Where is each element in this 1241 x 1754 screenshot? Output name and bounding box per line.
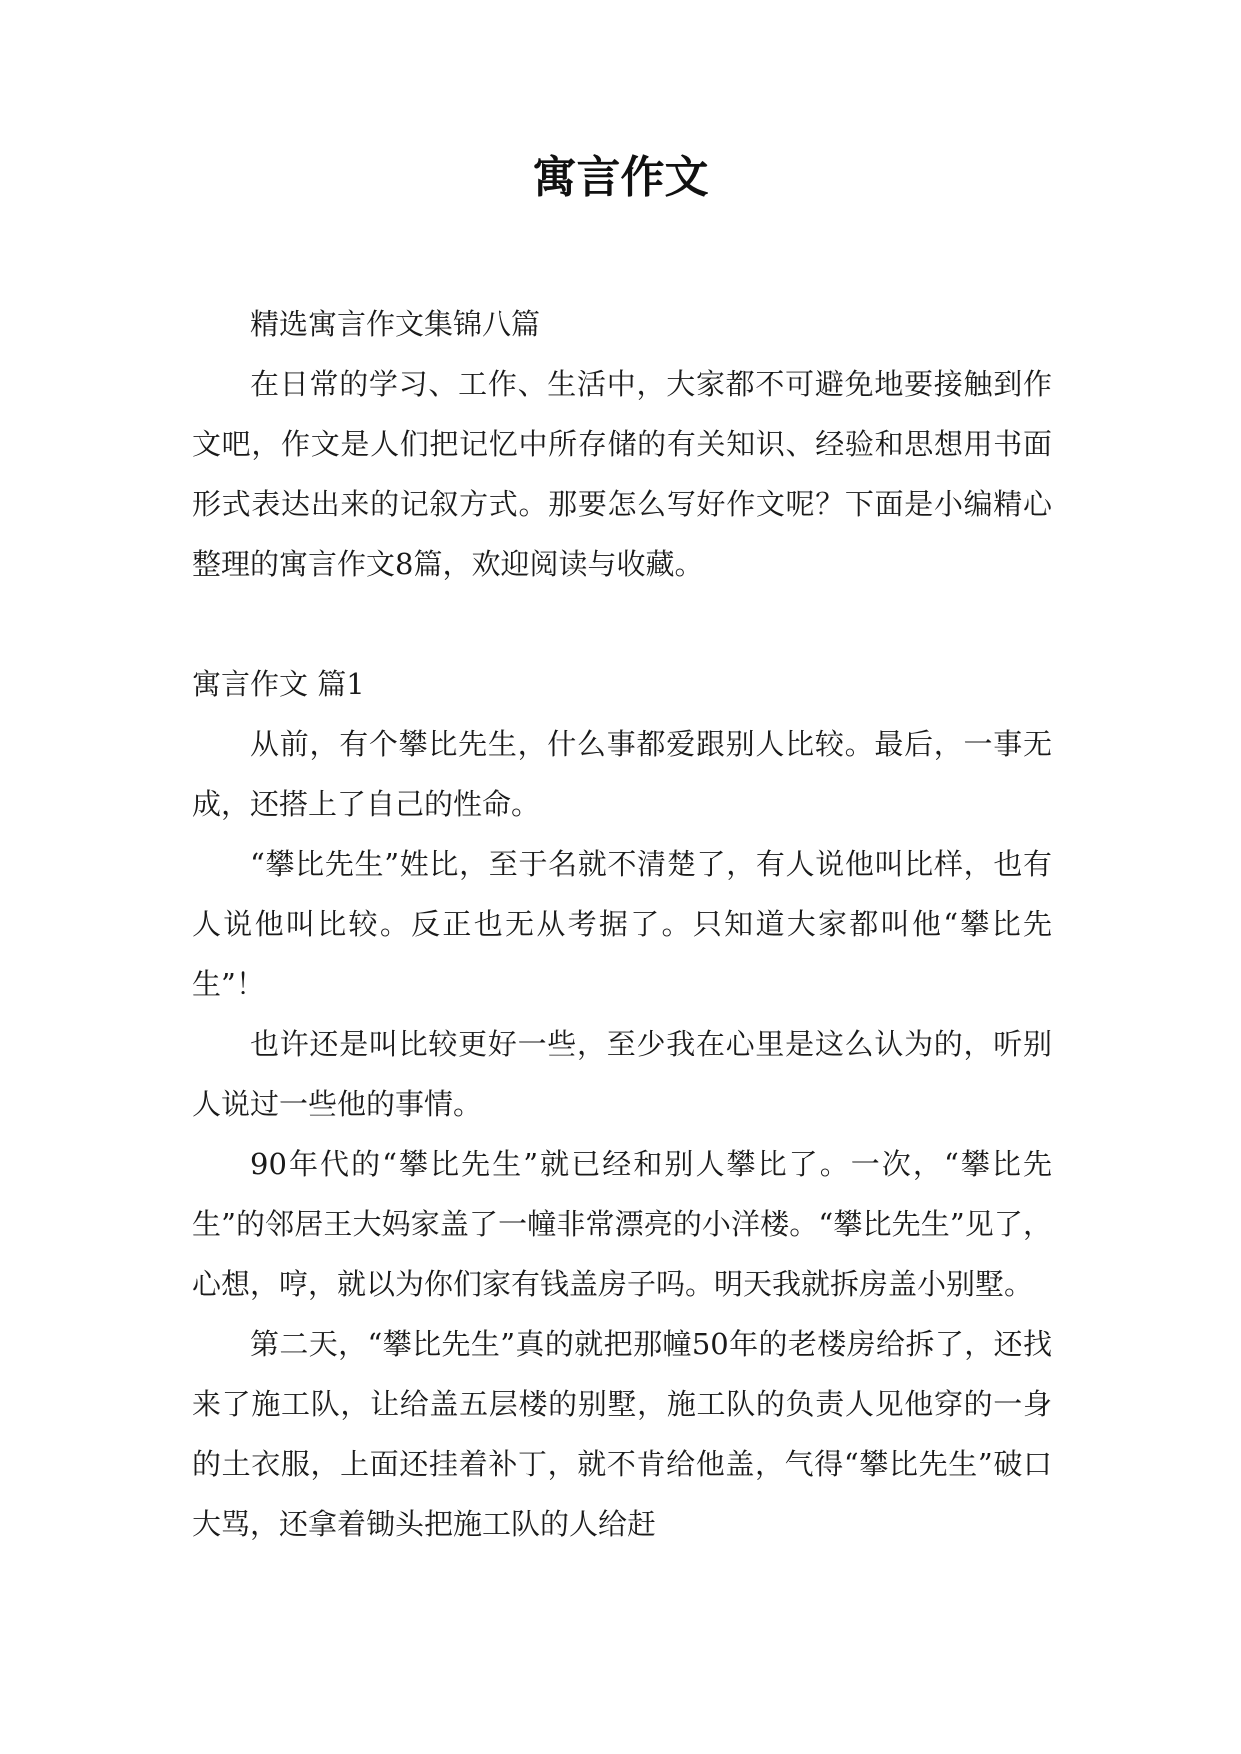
- body-paragraph: 第二天，“攀比先生”真的就把那幢50年的老楼房给拆了，还找来了施工队，让给盖五层楼的别墅，施工队的负责人见他穿的一身的土衣服，上面还挂着补丁，就不肯给他盖，气得“攀比先生”破口大骂，还拿着锄头把施工队的人给赶: [192, 1327, 1052, 1541]
- body-paragraph: 也许还是叫比较更好一些，至少我在心里是这么认为的，听别人说过一些他的事情。: [192, 1027, 1052, 1121]
- section-heading: 寓言作文 篇1: [192, 667, 365, 701]
- page-title: 寓言作文: [532, 152, 709, 203]
- document-subtitle: 精选寓言作文集锦八篇: [250, 307, 541, 341]
- document-body: [192, 294, 1052, 1554]
- body-paragraph: 90年代的“攀比先生”就已经和别人攀比了。一次，“攀比先生”的邻居王大妈家盖了一幢非常漂亮的小洋楼。“攀比先生”见了，心想，哼，就以为你们家有钱盖房子吗。明天我就拆房盖小别墅。: [192, 1147, 1052, 1301]
- body-paragraph: 从前，有个攀比先生，什么事都爱跟别人比较。最后，一事无成，还搭上了自己的性命。: [192, 727, 1052, 821]
- body-paragraph: “攀比先生”姓比，至于名就不清楚了，有人说他叫比样，也有人说他叫比较。反正也无从考据了。只知道大家都叫他“攀比先生”！: [192, 847, 1052, 1001]
- intro-paragraph: 在日常的学习、工作、生活中，大家都不可避免地要接触到作文吧，作文是人们把记忆中所存储的有关知识、经验和思想用书面形式表达出来的记叙方式。那要怎么写好作文呢？下面是小编精心整理的寓言作文8篇，欢迎阅读与收藏。: [192, 367, 1052, 581]
